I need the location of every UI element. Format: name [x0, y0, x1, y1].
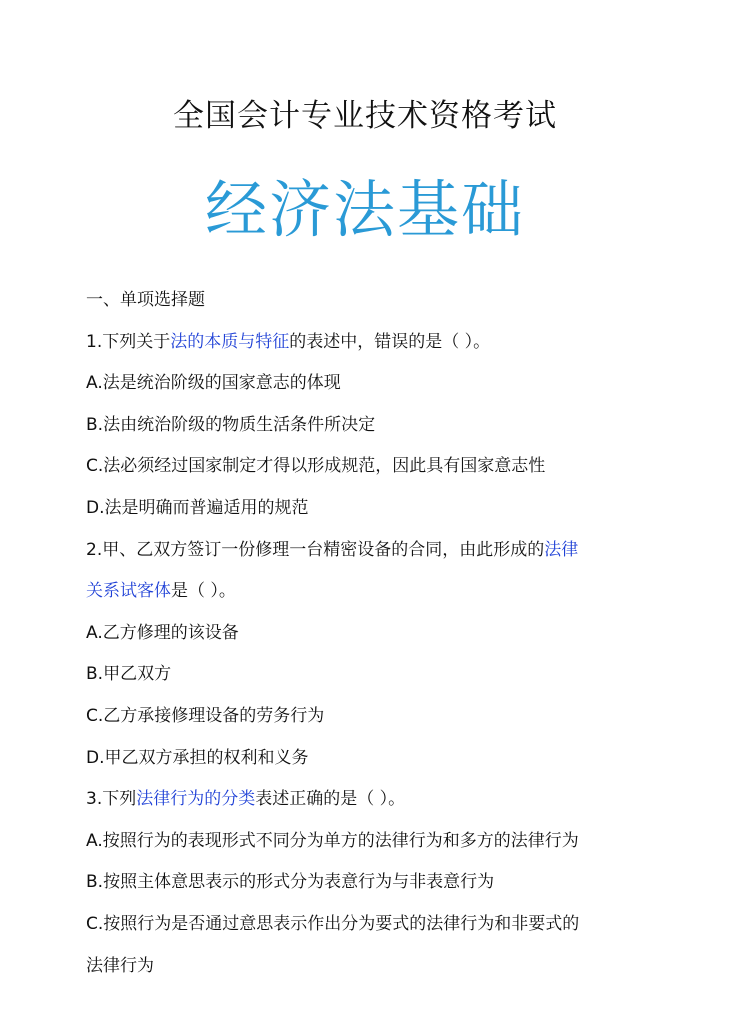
question-text: 1.下列关于 — [86, 331, 171, 352]
keyword-link[interactable]: 法律行为的分类 — [136, 789, 256, 810]
keyword-link[interactable]: 法律 — [544, 539, 579, 560]
subject-title: 经济法基础 — [204, 173, 525, 246]
question-3-option-c-line-1: C.按照行为是否通过意思表示作出分为要式的法律行为和非要式的 — [86, 913, 580, 934]
question-text: 是（ ）。 — [171, 581, 236, 602]
question-3-option-c-line-2: 法律行为 — [86, 955, 154, 976]
question-1-option-a: A.法是统治阶级的国家意志的体现 — [86, 373, 341, 394]
keyword-link[interactable]: 法的本质与特征 — [170, 331, 290, 352]
question-2-option-b: B.甲乙双方 — [86, 664, 172, 685]
question-3-option-b: B.按照主体意思表示的形式分为表意行为与非表意行为 — [86, 872, 495, 893]
keyword-link[interactable]: 关系试客体 — [86, 581, 171, 602]
question-2-stem-line-1 — [86, 530, 670, 572]
question-2-option-a: A.乙方修理的该设备 — [86, 622, 239, 643]
question-1-option-d: D.法是明确而普遍适用的规范 — [86, 497, 309, 518]
question-text: 的表述中，错误的是（ ）。 — [289, 331, 491, 352]
section-title: 一、单项选择题 — [86, 290, 205, 310]
question-2-option-d: D.甲乙双方承担的权利和义务 — [86, 747, 309, 768]
question-1-option-c: C.法必须经过国家制定才得以形成规范，因此具有国家意志性 — [86, 456, 546, 477]
exam-title: 全国会计专业技术资格考试 — [173, 98, 557, 134]
question-text: 2.甲、乙双方签订一份修理一台精密设备的合同，由此形成的 — [86, 539, 545, 560]
question-1-stem — [86, 322, 670, 364]
question-3-option-a: A.按照行为的表现形式不同分为单方的法律行为和多方的法律行为 — [86, 830, 579, 851]
question-content — [86, 280, 670, 987]
question-2-stem-line-2 — [86, 571, 670, 613]
question-text: 3.下列 — [86, 789, 137, 810]
question-3-stem — [86, 779, 670, 821]
question-2-option-c: C.乙方承接修理设备的劳务行为 — [86, 705, 325, 726]
question-1-option-b: B.法由统治阶级的物质生活条件所决定 — [86, 414, 376, 435]
question-text: 表述正确的是（ ）。 — [255, 789, 406, 810]
